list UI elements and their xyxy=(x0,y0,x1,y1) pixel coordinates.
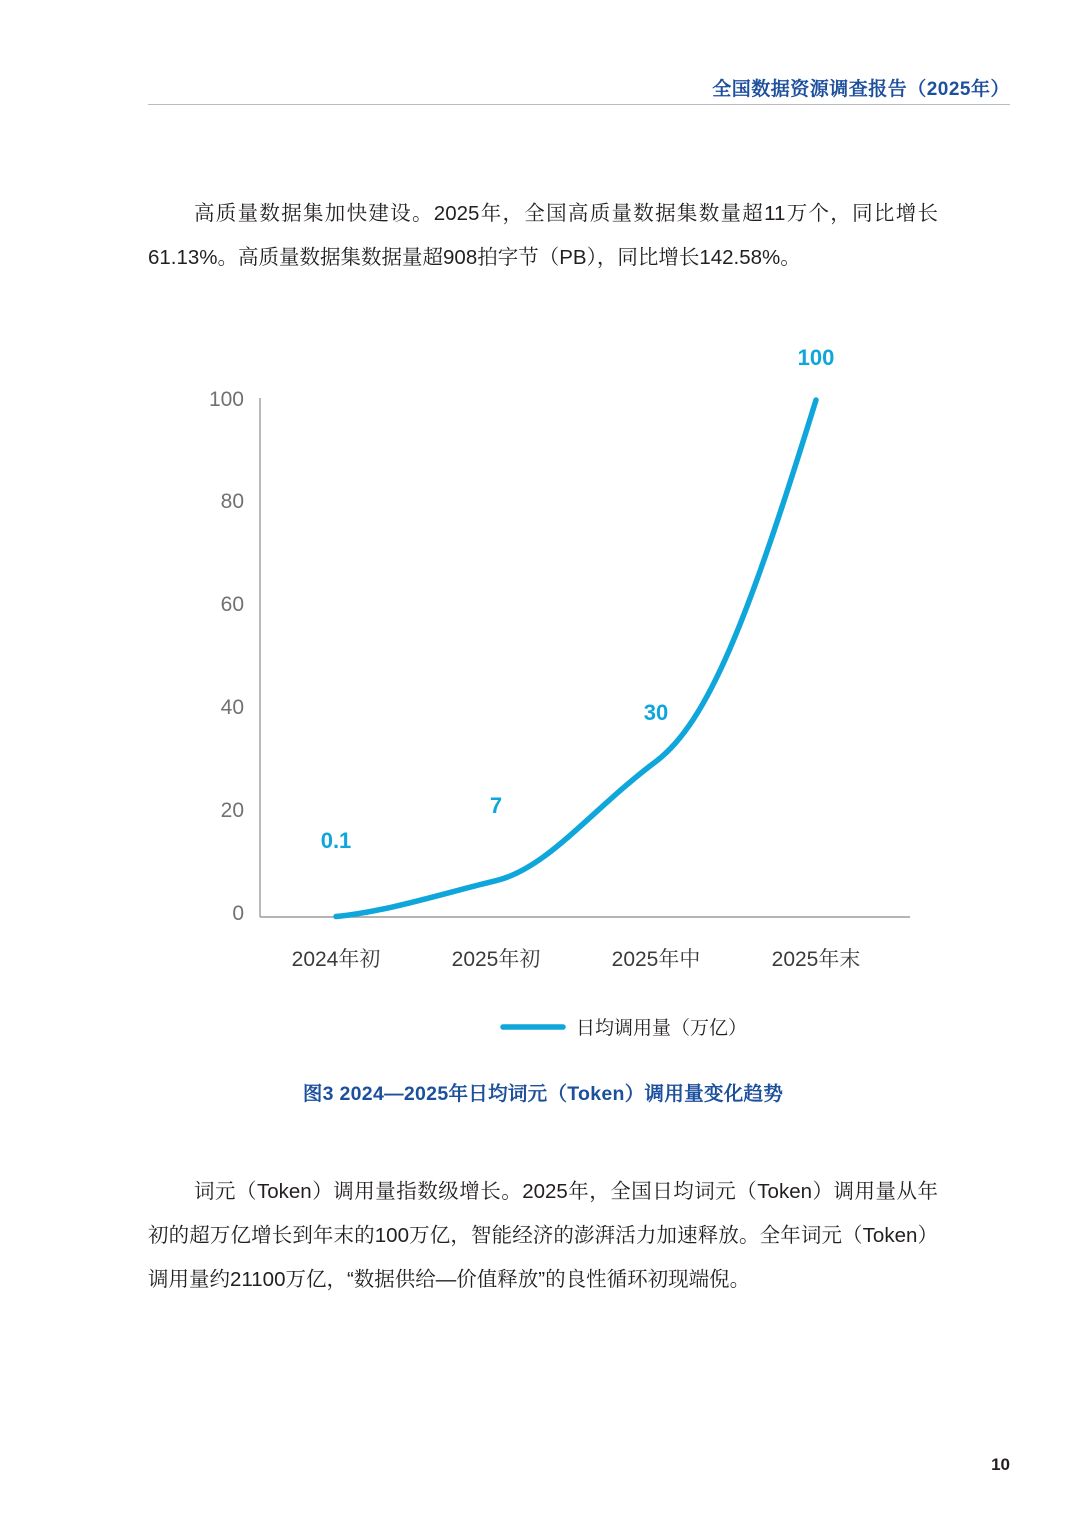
data-label-2025-end: 100 xyxy=(797,345,835,370)
y-tick-label-40: 40 xyxy=(220,696,244,719)
header-title: 全国数据资源调查报告（2025年） xyxy=(712,79,1010,100)
x-tick-label-2025-mid: 2025年中 xyxy=(611,948,701,971)
paragraph-below-chart: 词元（Token）调用量指数级增长。2025年，全国日均词元（Token）调用量从年初的超万亿增长到年末的100万亿，智能经济的澎湃活力加速释放。全年词元（Token）调用量约21100万亿，“数据供给—价值释放”的良性循环初现端倪。 xyxy=(148,1180,938,1291)
data-label-2025-start: 7 xyxy=(489,793,503,818)
y-tick-label-60: 60 xyxy=(220,593,244,616)
data-label-2024-start: 0.1 xyxy=(320,828,352,853)
chart-container xyxy=(148,320,938,1060)
y-tick-label-0: 0 xyxy=(232,902,244,925)
paragraph-above-chart: 高质量数据集加快建设。2025年，全国高质量数据集数量超11万个，同比增长61.13%。高质量数据集数据量超908拍字节（PB），同比增长142.58%。 xyxy=(148,202,938,269)
figure-caption: 图3 2024—2025年日均词元（Token）调用量变化趋势 xyxy=(302,1083,784,1105)
header-divider xyxy=(148,104,1010,105)
token-usage-line-chart xyxy=(148,320,938,1060)
y-tick-label-100: 100 xyxy=(208,388,244,411)
y-tick-label-80: 80 xyxy=(220,490,244,513)
x-tick-label-2024-start: 2024年初 xyxy=(291,948,381,971)
page-header xyxy=(148,74,1010,101)
legend-label-daily-token-usage: 日均调用量（万亿） xyxy=(576,1018,748,1039)
x-tick-label-2025-start: 2025年初 xyxy=(451,948,541,971)
page-number: 10 xyxy=(991,1455,1010,1474)
x-tick-label-2025-end: 2025年末 xyxy=(771,948,861,971)
data-line-daily-token-usage xyxy=(336,400,816,917)
y-tick-label-20: 20 xyxy=(220,799,244,822)
data-label-2025-mid: 30 xyxy=(643,700,669,725)
